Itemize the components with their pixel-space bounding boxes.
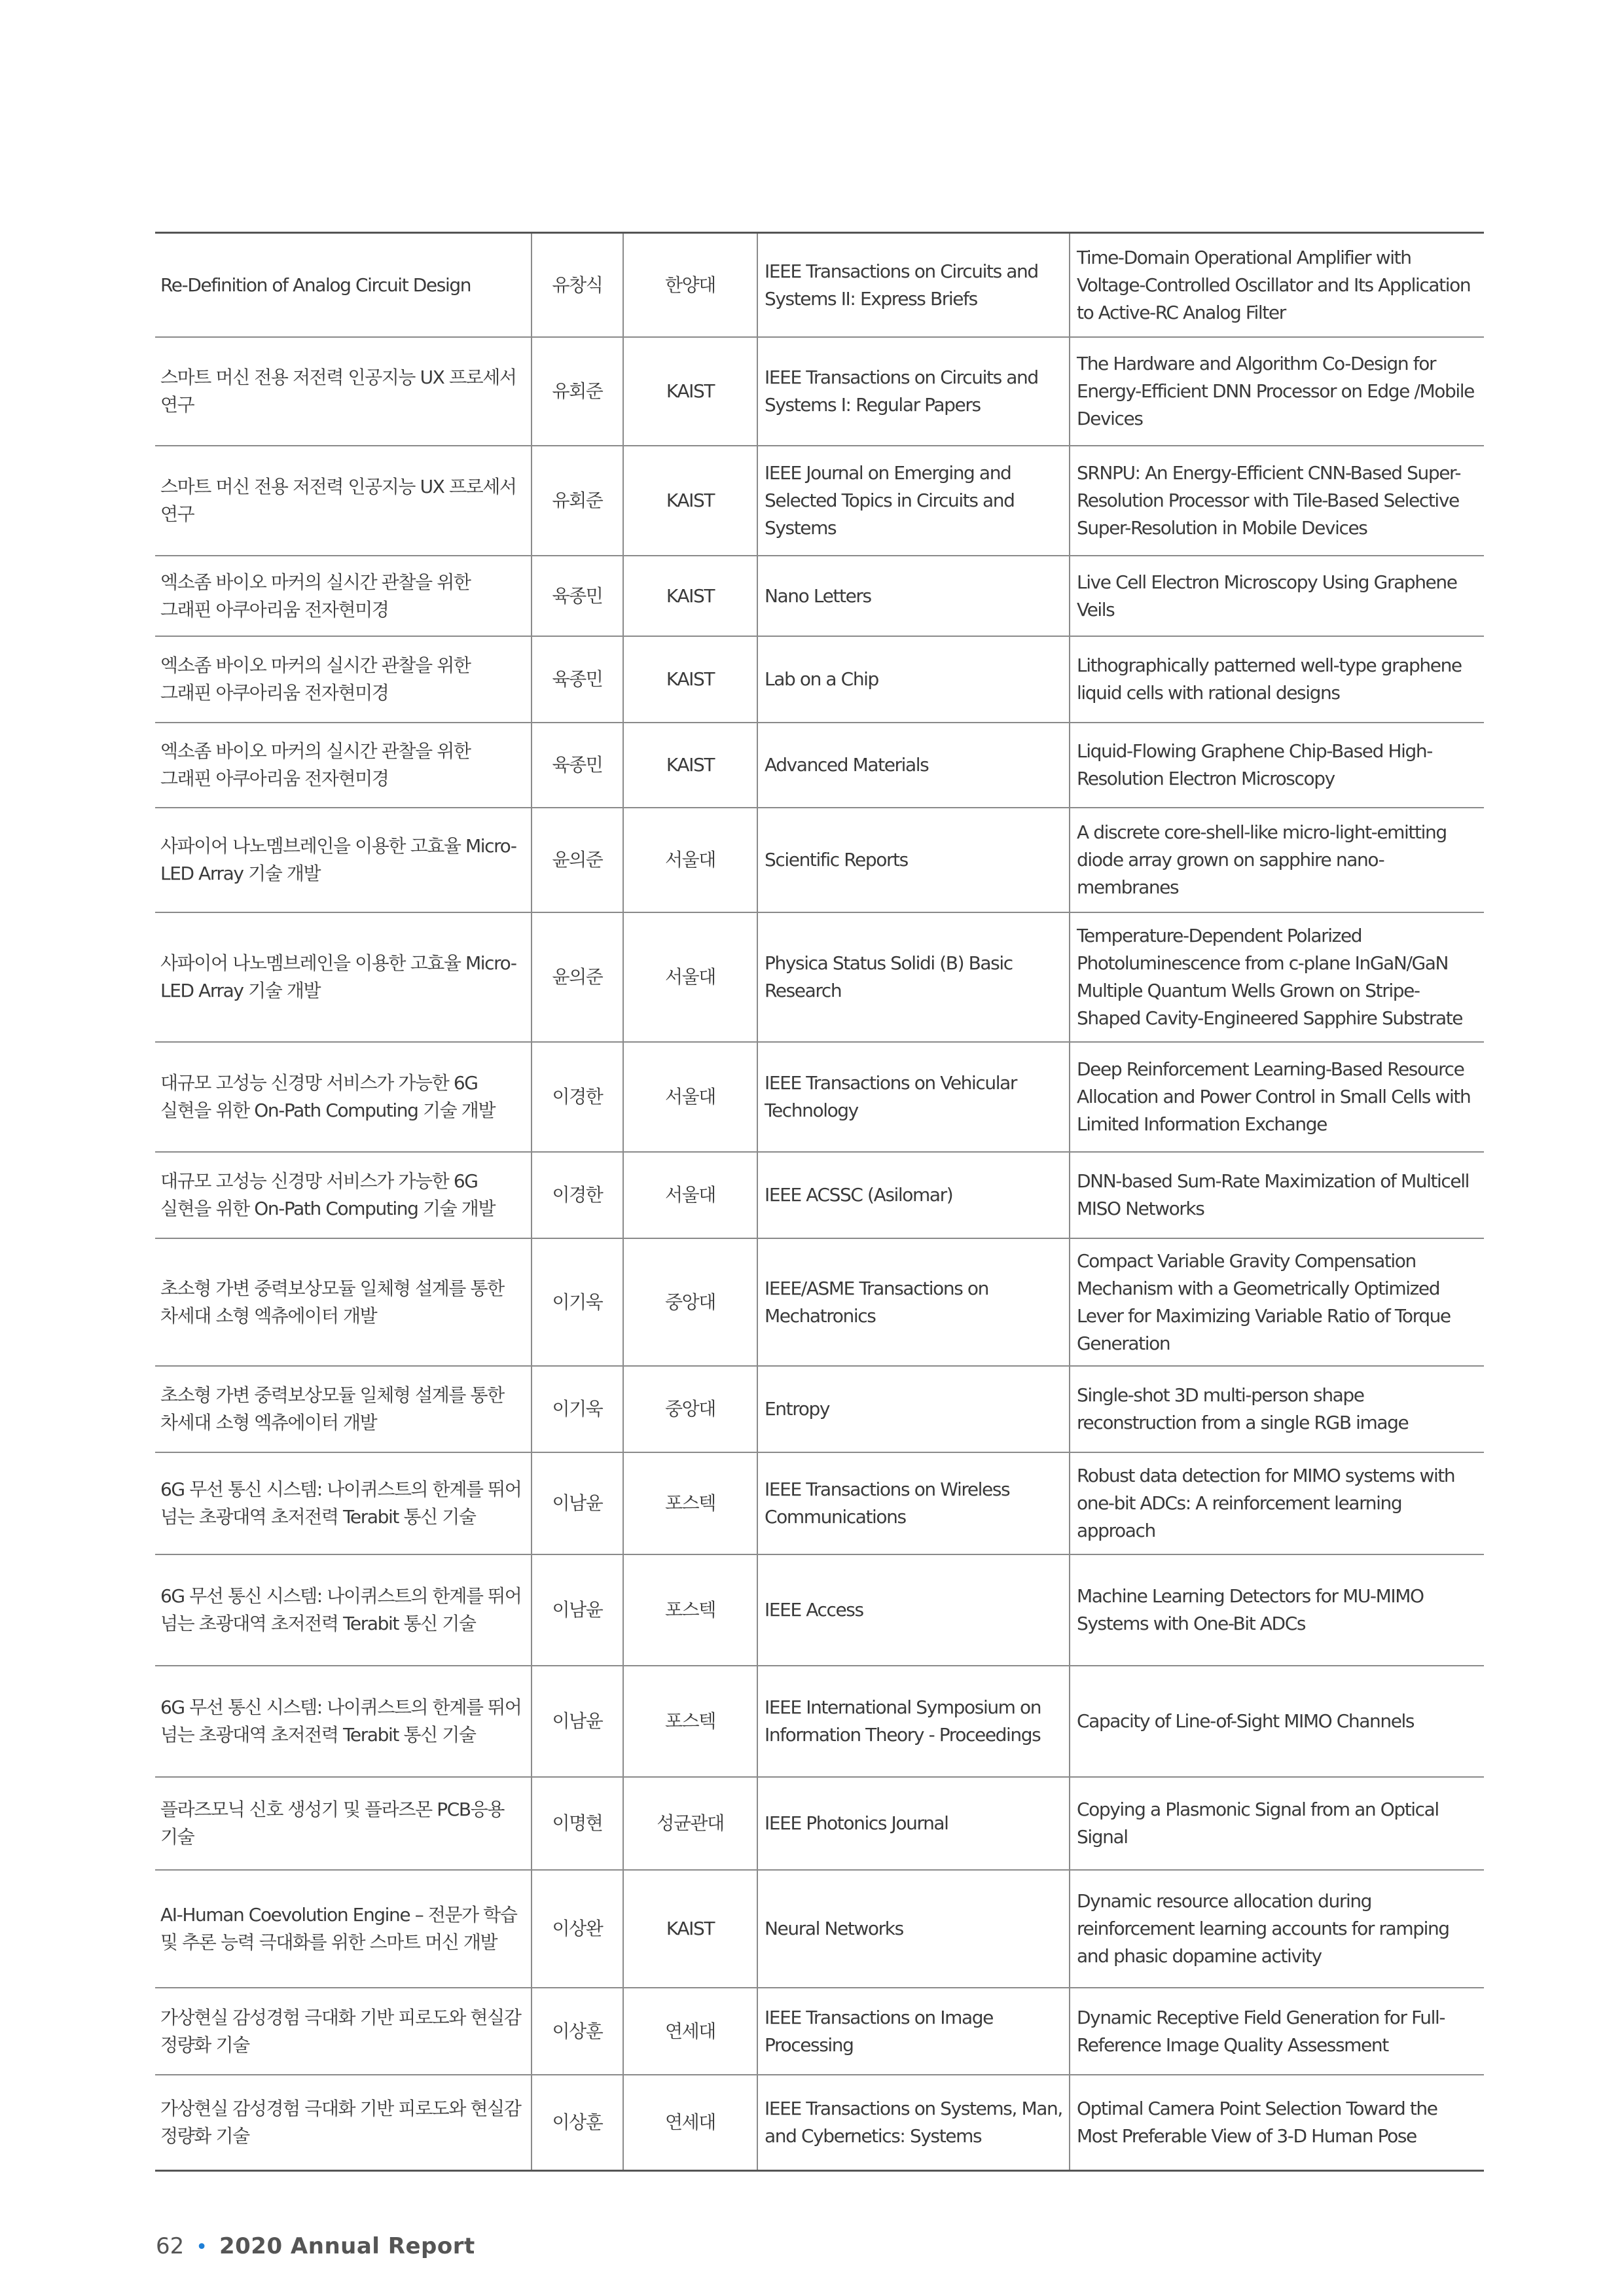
- table-row: [155, 1152, 1484, 1238]
- project-cell: 엑소좀 바이오 마커의 실시간 관찰을 위한 그래핀 아쿠아리움 전자현미경: [155, 636, 532, 723]
- table-row: [155, 1870, 1484, 1988]
- researcher-cell: 이상완: [532, 1870, 623, 1988]
- institution-cell: KAIST: [623, 556, 757, 636]
- paper-title-cell: Machine Learning Detectors for MU-MIMO Systems with One-Bit ADCs: [1070, 1554, 1484, 1666]
- project-cell: 플라즈모닉 신호 생성기 및 플라즈몬 PCB응용 기술: [155, 1777, 532, 1870]
- institution-cell: KAIST: [623, 1870, 757, 1988]
- institution-cell: 포스텍: [623, 1666, 757, 1777]
- project-cell: 가상현실 감성경험 극대화 기반 피로도와 현실감 정량화 기술: [155, 2075, 532, 2171]
- table-row: [155, 1042, 1484, 1152]
- paper-title-cell: Single-shot 3D multi-person shape reconstruction from a single RGB image: [1070, 1366, 1484, 1452]
- page-number: 62: [156, 2233, 185, 2259]
- paper-title-cell: Liquid-Flowing Graphene Chip-Based High-Resolution Electron Microscopy: [1070, 723, 1484, 808]
- project-cell: 6G 무선 통신 시스템: 나이퀴스트의 한계를 뛰어 넘는 초광대역 초저전력 Terabit 통신 기술: [155, 1554, 532, 1666]
- institution-cell: 성균관대: [623, 1777, 757, 1870]
- institution-cell: 한양대: [623, 234, 757, 337]
- paper-title-cell: SRNPU: An Energy-Efficient CNN-Based Super-Resolution Processor with Tile-Based Selective Super-Resolution in Mobile Devices: [1070, 446, 1484, 556]
- journal-cell: Advanced Materials: [757, 723, 1070, 808]
- researcher-cell: 이남윤: [532, 1452, 623, 1554]
- table-row: [155, 2075, 1484, 2171]
- table-row: [155, 636, 1484, 723]
- journal-cell: IEEE Transactions on Circuits and Systems II: Express Briefs: [757, 234, 1070, 337]
- project-cell: 초소형 가변 중력보상모듈 일체형 설계를 통한 차세대 소형 엑츄에이터 개발: [155, 1238, 532, 1366]
- journal-cell: IEEE ACSSC (Asilomar): [757, 1152, 1070, 1238]
- researcher-cell: 유회준: [532, 337, 623, 446]
- page-footer: [156, 2233, 475, 2259]
- journal-cell: IEEE Photonics Journal: [757, 1777, 1070, 1870]
- project-cell: 스마트 머신 전용 저전력 인공지능 UX 프로세서 연구: [155, 337, 532, 446]
- paper-title-cell: The Hardware and Algorithm Co-Design for Energy-Efficient DNN Processor on Edge /Mobile Devices: [1070, 337, 1484, 446]
- journal-cell: IEEE Transactions on Systems, Man, and Cybernetics: Systems: [757, 2075, 1070, 2171]
- institution-cell: 중앙대: [623, 1366, 757, 1452]
- researcher-cell: 유회준: [532, 446, 623, 556]
- journal-cell: Neural Networks: [757, 1870, 1070, 1988]
- report-title: 2020 Annual Report: [219, 2233, 475, 2259]
- researcher-cell: 이남윤: [532, 1554, 623, 1666]
- project-cell: 대규모 고성능 신경망 서비스가 가능한 6G 실현을 위한 On-Path Computing 기술 개발: [155, 1042, 532, 1152]
- researcher-cell: 이경한: [532, 1042, 623, 1152]
- table-row: [155, 1666, 1484, 1777]
- researcher-cell: 육종민: [532, 723, 623, 808]
- paper-title-cell: Time-Domain Operational Amplifier with Voltage-Controlled Oscillator and Its Application to Active-RC Analog Filter: [1070, 234, 1484, 337]
- project-cell: AI-Human Coevolution Engine – 전문가 학습 및 추론 능력 극대화를 위한 스마트 머신 개발: [155, 1870, 532, 1988]
- project-cell: 사파이어 나노멤브레인을 이용한 고효율 Micro-LED Array 기술 개발: [155, 912, 532, 1042]
- journal-cell: IEEE Access: [757, 1554, 1070, 1666]
- paper-title-cell: Optimal Camera Point Selection Toward the Most Preferable View of 3-D Human Pose: [1070, 2075, 1484, 2171]
- researcher-cell: 이기욱: [532, 1366, 623, 1452]
- table-row: [155, 1452, 1484, 1554]
- researcher-cell: 이남윤: [532, 1666, 623, 1777]
- paper-title-cell: Temperature-Dependent Polarized Photoluminescence from c-plane InGaN/GaN Multiple Quantum Wells Grown on Stripe-Shaped Cavity-Engineered Sapphire Substrate: [1070, 912, 1484, 1042]
- project-cell: 6G 무선 통신 시스템: 나이퀴스트의 한계를 뛰어 넘는 초광대역 초저전력 Terabit 통신 기술: [155, 1666, 532, 1777]
- institution-cell: KAIST: [623, 723, 757, 808]
- paper-title-cell: Compact Variable Gravity Compensation Mechanism with a Geometrically Optimized Lever for Maximizing Variable Ratio of Torque Generation: [1070, 1238, 1484, 1366]
- journal-cell: IEEE Transactions on Wireless Communications: [757, 1452, 1070, 1554]
- table-row: [155, 556, 1484, 636]
- researcher-cell: 유창식: [532, 234, 623, 337]
- paper-title-cell: Live Cell Electron Microscopy Using Graphene Veils: [1070, 556, 1484, 636]
- table-row: [155, 446, 1484, 556]
- journal-cell: IEEE/ASME Transactions on Mechatronics: [757, 1238, 1070, 1366]
- institution-cell: 포스텍: [623, 1452, 757, 1554]
- institution-cell: KAIST: [623, 446, 757, 556]
- researcher-cell: 이경한: [532, 1152, 623, 1238]
- journal-cell: Nano Letters: [757, 556, 1070, 636]
- project-cell: 엑소좀 바이오 마커의 실시간 관찰을 위한 그래핀 아쿠아리움 전자현미경: [155, 723, 532, 808]
- table-row: [155, 1366, 1484, 1452]
- researcher-cell: 육종민: [532, 636, 623, 723]
- journal-cell: Lab on a Chip: [757, 636, 1070, 723]
- journal-cell: IEEE International Symposium on Information Theory - Proceedings: [757, 1666, 1070, 1777]
- institution-cell: KAIST: [623, 636, 757, 723]
- project-cell: 대규모 고성능 신경망 서비스가 가능한 6G 실현을 위한 On-Path Computing 기술 개발: [155, 1152, 532, 1238]
- paper-title-cell: Lithographically patterned well-type graphene liquid cells with rational designs: [1070, 636, 1484, 723]
- institution-cell: KAIST: [623, 337, 757, 446]
- journal-cell: IEEE Transactions on Image Processing: [757, 1988, 1070, 2075]
- project-cell: 사파이어 나노멤브레인을 이용한 고효율 Micro-LED Array 기술 개발: [155, 808, 532, 912]
- journal-cell: Physica Status Solidi (B) Basic Research: [757, 912, 1070, 1042]
- project-cell: Re-Definition of Analog Circuit Design: [155, 234, 532, 337]
- institution-cell: 중앙대: [623, 1238, 757, 1366]
- institution-cell: 서울대: [623, 808, 757, 912]
- researcher-cell: 윤의준: [532, 808, 623, 912]
- table-row: [155, 1988, 1484, 2075]
- paper-title-cell: Dynamic Receptive Field Generation for Full-Reference Image Quality Assessment: [1070, 1988, 1484, 2075]
- journal-cell: IEEE Transactions on Circuits and Systems I: Regular Papers: [757, 337, 1070, 446]
- researcher-cell: 윤의준: [532, 912, 623, 1042]
- paper-title-cell: DNN-based Sum-Rate Maximization of Multicell MISO Networks: [1070, 1152, 1484, 1238]
- institution-cell: 서울대: [623, 912, 757, 1042]
- institution-cell: 서울대: [623, 1042, 757, 1152]
- journal-cell: IEEE Transactions on Vehicular Technology: [757, 1042, 1070, 1152]
- researcher-cell: 이명현: [532, 1777, 623, 1870]
- table-row: [155, 808, 1484, 912]
- publications-table: [155, 232, 1484, 2172]
- project-cell: 엑소좀 바이오 마커의 실시간 관찰을 위한 그래핀 아쿠아리움 전자현미경: [155, 556, 532, 636]
- project-cell: 6G 무선 통신 시스템: 나이퀴스트의 한계를 뛰어 넘는 초광대역 초저전력 Terabit 통신 기술: [155, 1452, 532, 1554]
- table-row: [155, 1554, 1484, 1666]
- project-cell: 스마트 머신 전용 저전력 인공지능 UX 프로세서 연구: [155, 446, 532, 556]
- table-row: [155, 234, 1484, 337]
- paper-title-cell: Capacity of Line-of-Sight MIMO Channels: [1070, 1666, 1484, 1777]
- table-row: [155, 337, 1484, 446]
- institution-cell: 연세대: [623, 2075, 757, 2171]
- table-row: [155, 1777, 1484, 1870]
- paper-title-cell: Dynamic resource allocation during reinforcement learning accounts for ramping and phasic dopamine activity: [1070, 1870, 1484, 1988]
- publications-table-wrapper: [155, 232, 1484, 2172]
- journal-cell: Entropy: [757, 1366, 1070, 1452]
- project-cell: 초소형 가변 중력보상모듈 일체형 설계를 통한 차세대 소형 엑츄에이터 개발: [155, 1366, 532, 1452]
- institution-cell: 연세대: [623, 1988, 757, 2075]
- researcher-cell: 육종민: [532, 556, 623, 636]
- paper-title-cell: Robust data detection for MIMO systems with one-bit ADCs: A reinforcement learning approach: [1070, 1452, 1484, 1554]
- footer-bullet: •: [196, 2236, 208, 2259]
- paper-title-cell: Deep Reinforcement Learning-Based Resource Allocation and Power Control in Small Cells with Limited Information Exchange: [1070, 1042, 1484, 1152]
- table-row: [155, 912, 1484, 1042]
- institution-cell: 포스텍: [623, 1554, 757, 1666]
- journal-cell: IEEE Journal on Emerging and Selected Topics in Circuits and Systems: [757, 446, 1070, 556]
- table-row: [155, 1238, 1484, 1366]
- paper-title-cell: A discrete core-shell-like micro-light-emitting diode array grown on sapphire nano-membranes: [1070, 808, 1484, 912]
- institution-cell: 서울대: [623, 1152, 757, 1238]
- project-cell: 가상현실 감성경험 극대화 기반 피로도와 현실감 정량화 기술: [155, 1988, 532, 2075]
- journal-cell: Scientific Reports: [757, 808, 1070, 912]
- researcher-cell: 이상훈: [532, 2075, 623, 2171]
- researcher-cell: 이기욱: [532, 1238, 623, 1366]
- table-row: [155, 723, 1484, 808]
- researcher-cell: 이상훈: [532, 1988, 623, 2075]
- paper-title-cell: Copying a Plasmonic Signal from an Optical Signal: [1070, 1777, 1484, 1870]
